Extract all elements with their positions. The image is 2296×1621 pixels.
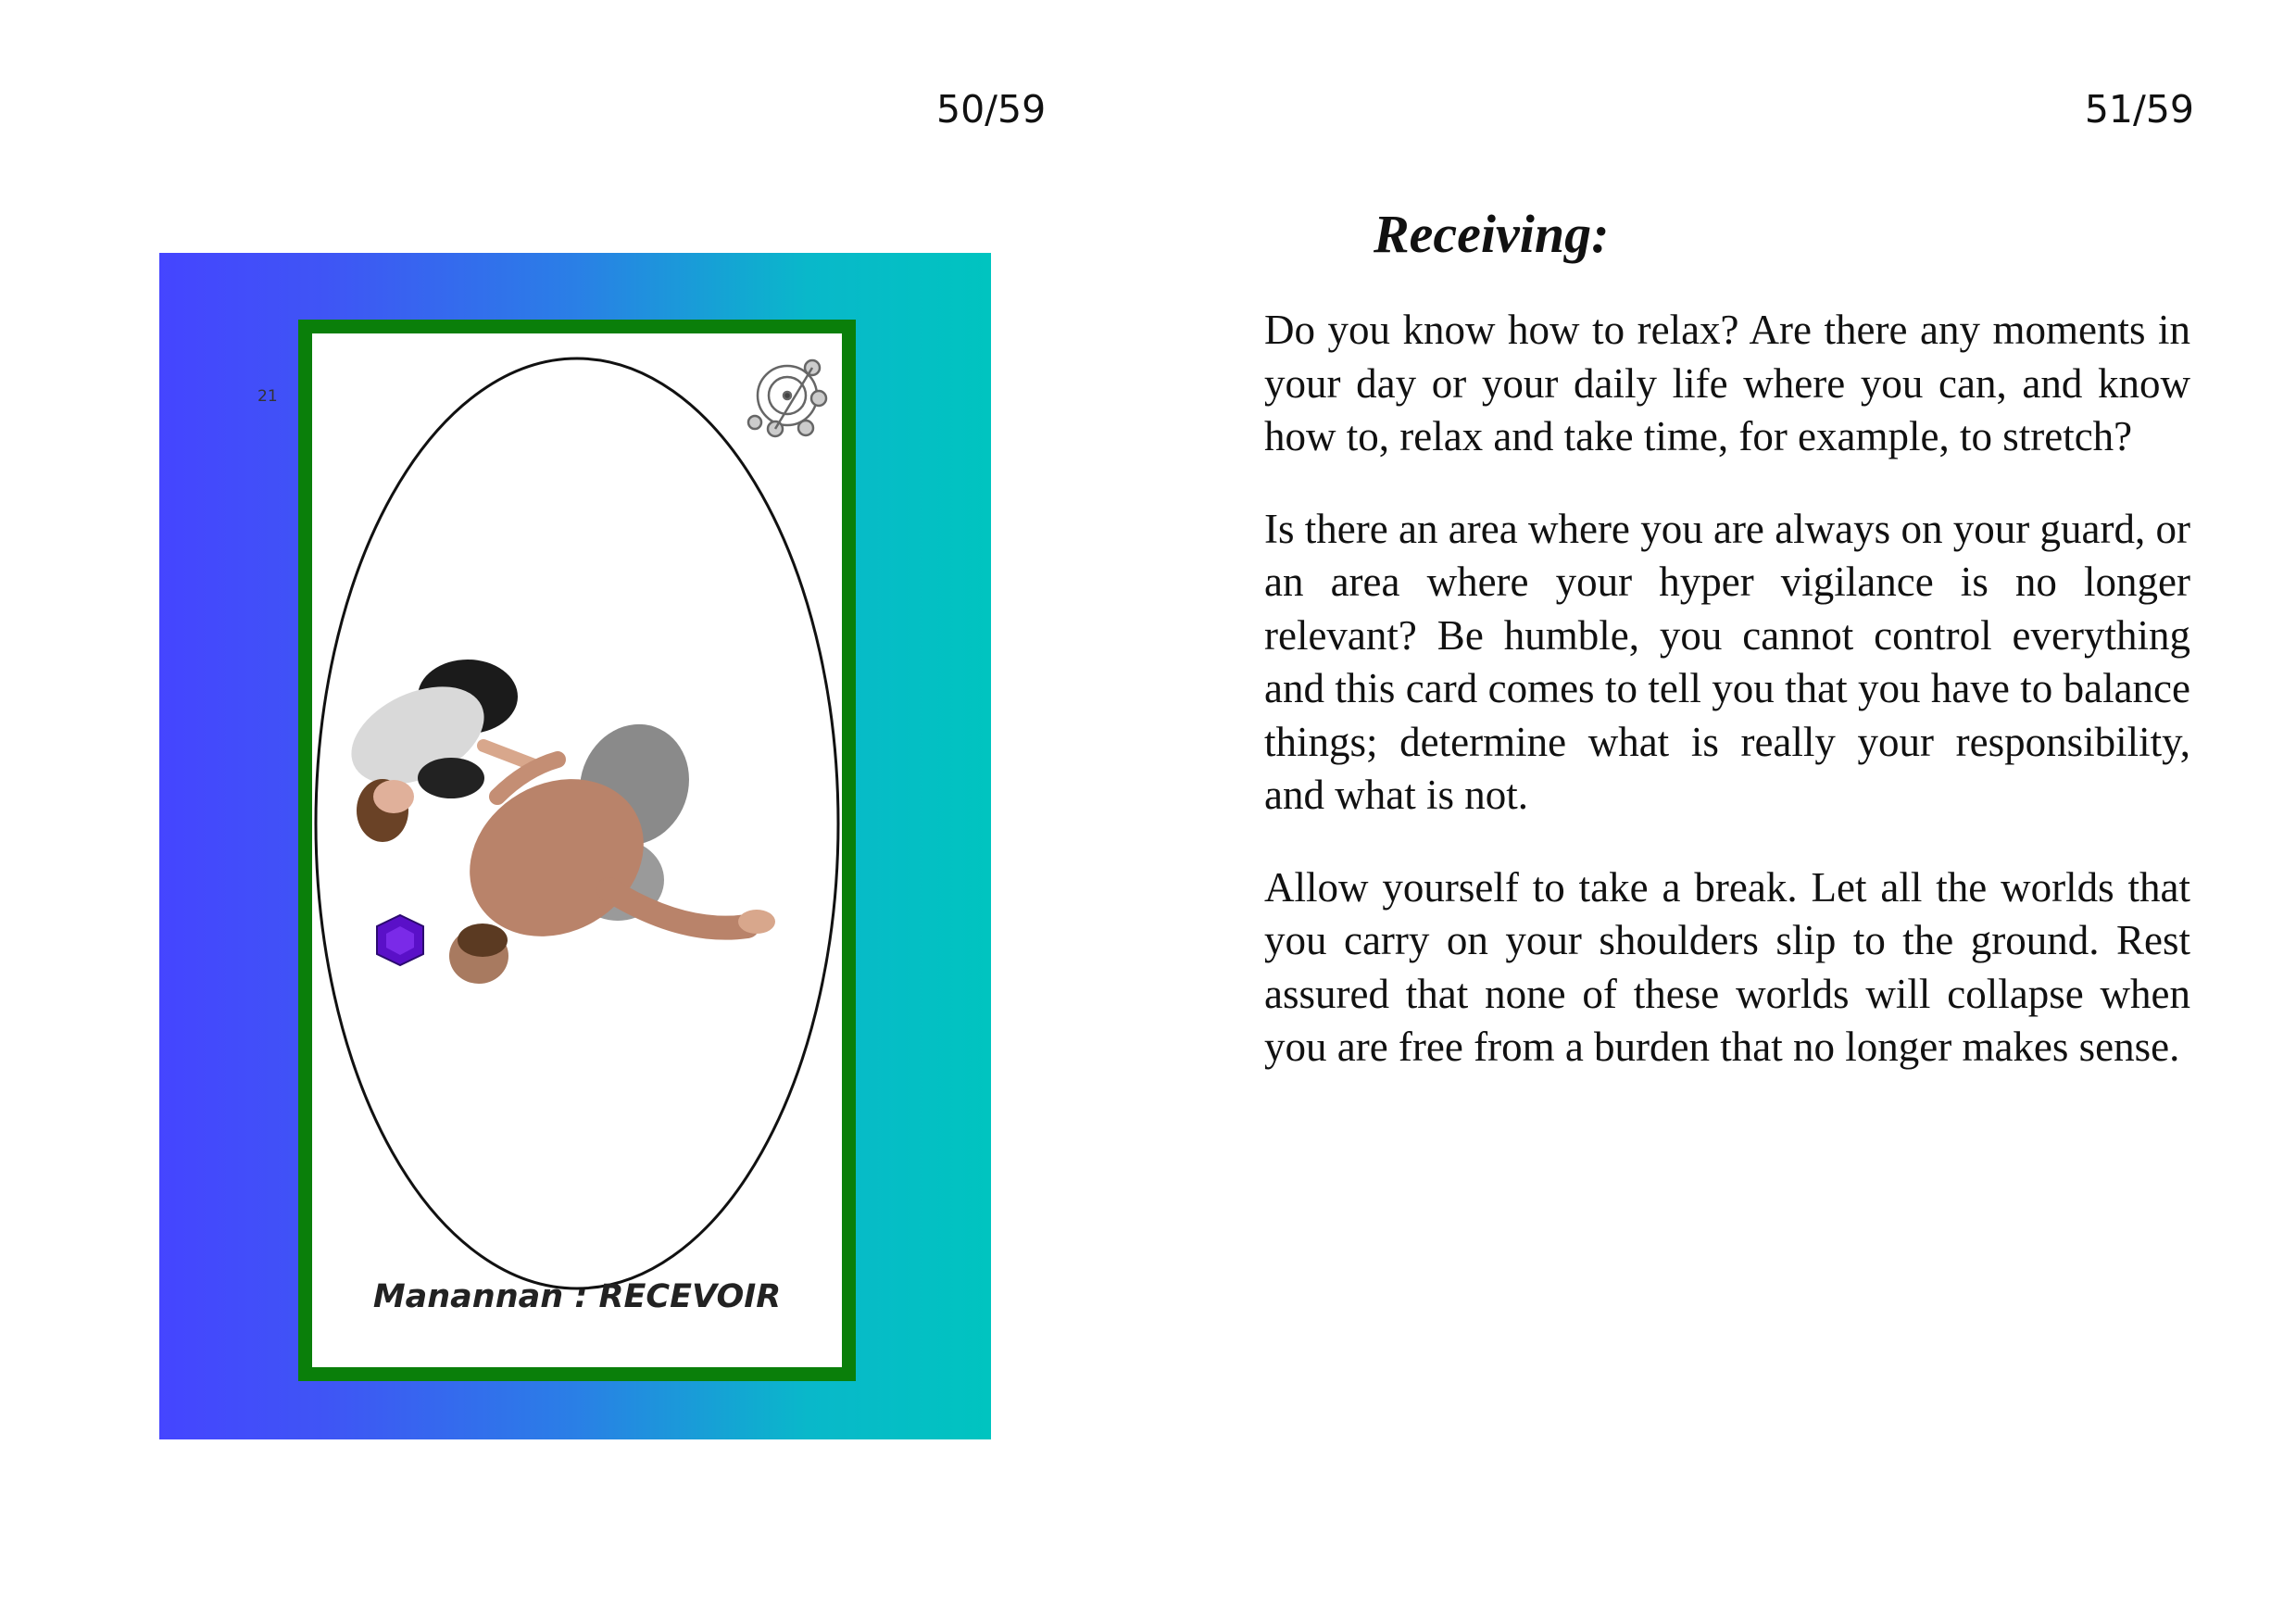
section-heading: Receiving: bbox=[1374, 204, 1610, 264]
paragraph: Allow yourself to take a break. Let all the worlds that you carry on your shoulders slip to the ground. Rest assured that none of these worlds will collapse when you are free from a burden that no longer makes sense. bbox=[1264, 863, 2190, 1070]
purple-gem-icon bbox=[377, 915, 423, 965]
text-column bbox=[1264, 202, 2190, 1113]
page-number-right: 51/59 bbox=[2084, 87, 2194, 132]
symbol-emblem-icon bbox=[748, 360, 826, 436]
card-illustration bbox=[312, 333, 842, 1367]
paragraph: Is there an area where you are always on your guard, or an area where your hyper vigilance is no longer relevant? Be humble, you cannot control everything and this card comes to tell you that you have to balance things; determine what is really your responsibility, and what is not. bbox=[1264, 505, 2190, 818]
card-number: 21 bbox=[257, 387, 278, 406]
oracle-card bbox=[159, 253, 991, 1439]
card-caption: Manannan : RECEVOIR bbox=[372, 1278, 782, 1315]
card-frame bbox=[298, 320, 856, 1381]
page-number-left: 50/59 bbox=[936, 87, 1047, 132]
paragraph: Do you know how to relax? Are there any moments in your day or your daily life where you can, and know how to, relax and take time, for example, to stretch? bbox=[1264, 307, 2190, 459]
